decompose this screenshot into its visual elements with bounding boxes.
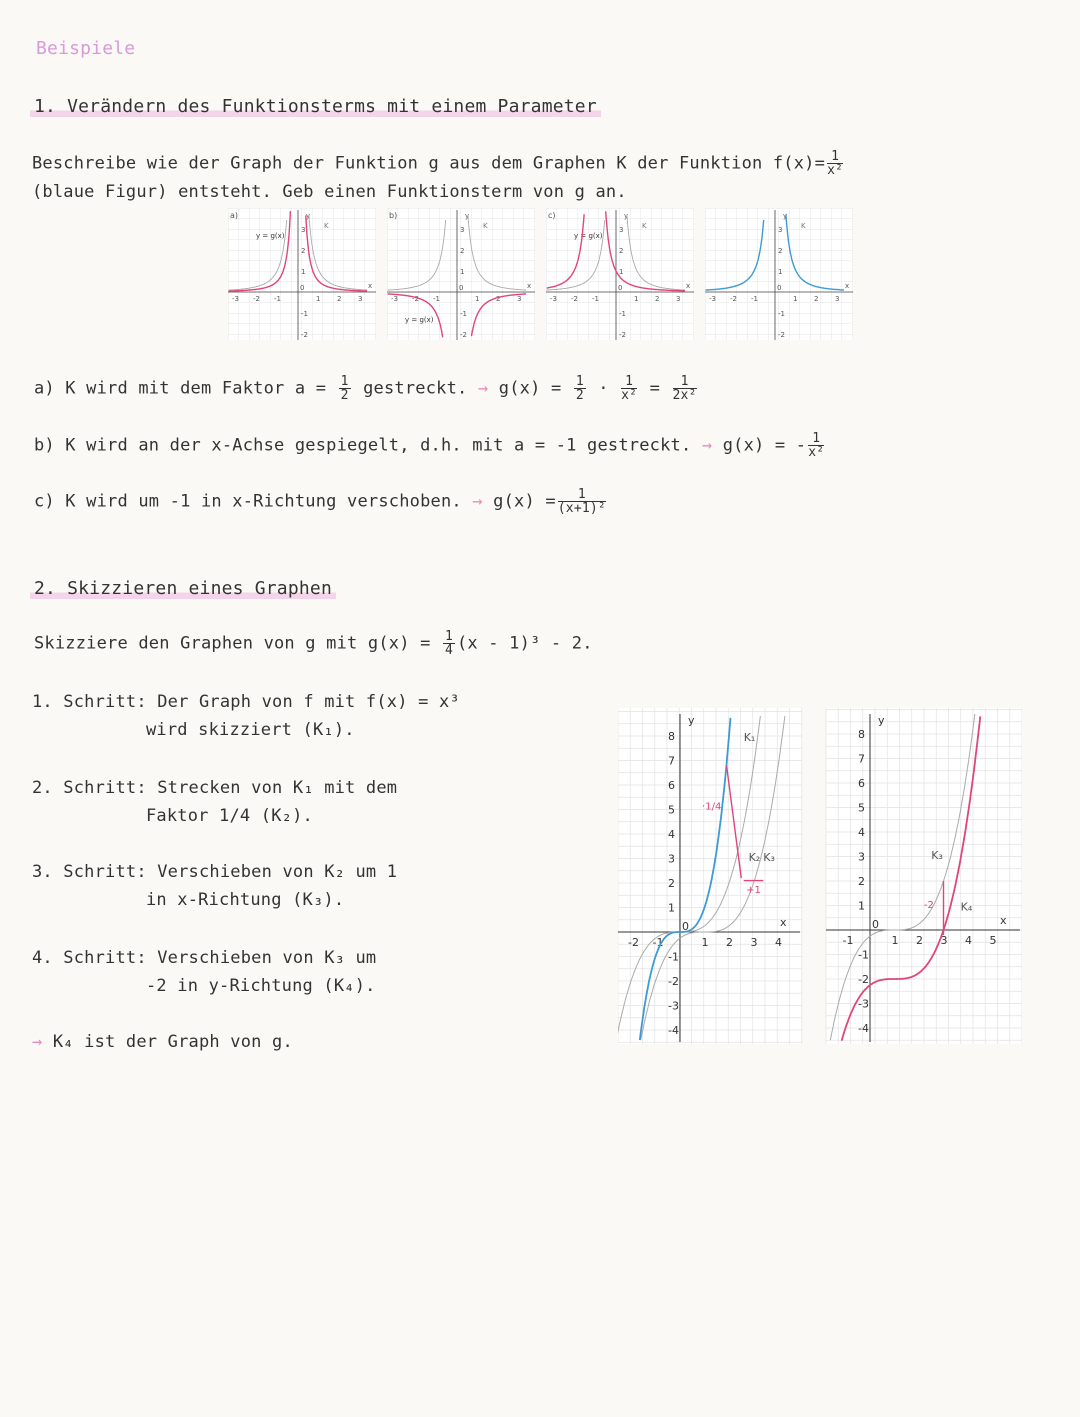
arrow-icon: →: [472, 491, 483, 512]
y-axis-label: y: [688, 714, 695, 727]
y-tick-label: -2: [668, 975, 679, 988]
label-k1: K₁: [743, 730, 756, 744]
answer-c: [34, 488, 608, 515]
y-tick-label: -4: [668, 1024, 679, 1037]
x-tick-label: 3: [750, 936, 758, 949]
y-tick-label: -3: [858, 997, 869, 1011]
origin-label: 0: [682, 920, 689, 933]
curve-label: y = g(x): [405, 316, 434, 324]
answer-a-g: g(x) =: [498, 378, 562, 399]
y-tick-label: 5: [858, 801, 865, 815]
section1-title: [30, 96, 601, 117]
y-tick-label: 3: [858, 850, 865, 864]
a-half: $\frac{1}{2}$: [575, 374, 584, 403]
sketch-graph-left: [618, 708, 802, 1044]
x-tick-label: -1: [592, 295, 599, 303]
label-k3: K₃: [763, 850, 775, 864]
y-axis-label: y: [783, 212, 788, 220]
example-graph-1: [228, 208, 376, 340]
x-tick-label: -2: [628, 936, 639, 949]
answer-c-text: c) K wird um -1 in x-Richtung verschoben.: [34, 491, 462, 512]
x-tick-label: -3: [391, 295, 398, 303]
y-tick-label: 1: [301, 268, 306, 276]
step-2-line-1: Strecken von K₁ mit dem: [157, 778, 398, 798]
step-2-head: 2. Schritt:: [32, 778, 147, 798]
y-tick-label: -3: [668, 999, 679, 1013]
section2-task-prefix: Skizziere den Graphen von g mit g(x) =: [34, 633, 431, 654]
k-label: K: [483, 222, 488, 230]
a-dot: ·: [598, 378, 609, 399]
scale-annotation: ·1/4: [702, 801, 722, 813]
y-tick-label: 3: [668, 852, 675, 866]
origin-label: 0: [300, 284, 305, 292]
y-axis-label: y: [465, 212, 470, 220]
example-graph-4: [705, 208, 853, 340]
step-2-line-2: Faktor 1/4 (K₂).: [146, 806, 313, 826]
y-tick-label: 2: [778, 247, 783, 255]
x-tick-label: -1: [433, 295, 440, 303]
graph-letter: c): [548, 211, 556, 220]
x-tick-label: -1: [842, 934, 854, 947]
step-1-head: 1. Schritt:: [32, 692, 147, 712]
x-tick-label: -1: [274, 295, 281, 303]
x-tick-label: -3: [232, 295, 239, 303]
x-tick-label: -2: [730, 295, 737, 303]
step-1-line-2: wird skizziert (K₁).: [146, 720, 355, 740]
x-tick-label: 1: [316, 295, 321, 303]
y-tick-label: 6: [668, 779, 675, 792]
answer-c-g: g(x) =: [493, 491, 556, 512]
x-tick-label: 2: [726, 936, 733, 949]
f-fraction: $\frac{1}{\text{x²}}$: [827, 149, 844, 178]
c-fraction: $\frac{1}{\text{(x+1)²}}$: [557, 487, 606, 516]
x-tick-label: -2: [412, 295, 419, 303]
arrow-icon: →: [701, 435, 713, 456]
x-tick-label: -3: [709, 295, 716, 303]
arrow-icon: →: [477, 378, 489, 399]
x-tick-label: 1: [891, 934, 899, 947]
x-tick-label: 2: [814, 295, 819, 303]
arrow-icon: →: [32, 1032, 43, 1052]
x-tick-label: 1: [793, 295, 798, 303]
y-tick-label: 1: [619, 268, 624, 276]
origin-label: 0: [459, 284, 464, 292]
label-k2: K₂: [748, 850, 761, 864]
a-factor: $\frac{1}{2}$: [340, 374, 349, 403]
y-tick-label: 3: [301, 226, 306, 234]
origin-label: 0: [618, 284, 623, 292]
x-tick-label: -1: [652, 936, 664, 949]
y-tick-label: 3: [619, 226, 624, 234]
x-tick-label: 4: [965, 934, 972, 947]
y-tick-label: 1: [460, 268, 465, 276]
section1-title-text: 1. Verändern des Funktionsterms mit einem Parameter: [30, 96, 601, 117]
step-4-line-1: Verschieben von K₃ um: [157, 948, 377, 968]
y-tick-label: -1: [858, 948, 869, 962]
x-tick-label: 1: [475, 295, 480, 303]
label-k4: K₄: [960, 900, 973, 914]
answer-a-text: a) K wird mit dem Faktor a =: [34, 378, 327, 399]
step-3: [32, 862, 397, 882]
k-label: K: [324, 222, 329, 230]
y-tick-label: -2: [619, 331, 626, 339]
y-tick-label: -4: [858, 1022, 869, 1035]
y-tick-label: 1: [858, 899, 865, 913]
x-tick-label: 2: [916, 934, 923, 947]
y-tick-label: 1: [778, 268, 783, 276]
x-axis-label: x: [1000, 914, 1007, 927]
answer-b-text: b) K wird an der x-Achse gespiegelt, d.h. mit a = -1 gestreckt.: [34, 435, 692, 456]
conclusion-text: K₄ ist der Graph von g.: [52, 1032, 293, 1052]
x-tick-label: -2: [571, 295, 578, 303]
y-axis-label: y: [306, 212, 311, 220]
y-tick-label: 6: [858, 777, 865, 790]
step-4-head: 4. Schritt:: [32, 948, 147, 968]
x-tick-label: 3: [835, 295, 840, 303]
step-3-head: 3. Schritt:: [32, 862, 147, 882]
x-tick-label: 3: [358, 295, 363, 303]
graph-letter: b): [389, 211, 398, 220]
x-tick-label: 2: [496, 295, 501, 303]
x-tick-label: 3: [517, 295, 522, 303]
origin-label: 0: [872, 918, 879, 931]
y-tick-label: 4: [858, 826, 865, 839]
shift-annotation: +1: [746, 884, 761, 896]
x-tick-label: 2: [337, 295, 342, 303]
y-tick-label: -2: [301, 331, 308, 339]
section2-title-text: 2. Skizzieren eines Graphen: [30, 578, 336, 599]
curve-label: y = g(x): [574, 232, 603, 240]
x-tick-label: 2: [655, 295, 660, 303]
section2-task-suffix: (x - 1)³ - 2.: [457, 633, 593, 654]
x-axis-label: x: [686, 282, 691, 290]
example-graph-3: [546, 208, 694, 340]
y-tick-label: 2: [619, 247, 624, 255]
x-axis-label: x: [527, 282, 532, 290]
y-tick-label: 8: [858, 728, 865, 741]
b-fraction: $\frac{1}{\text{x²}}$: [808, 431, 825, 460]
x-tick-label: 1: [634, 295, 639, 303]
x-tick-label: 5: [989, 934, 997, 947]
x-tick-label: 1: [701, 936, 709, 949]
sketch-graph-right: [826, 708, 1022, 1044]
x-tick-label: 3: [940, 934, 948, 947]
x-axis-label: x: [845, 282, 850, 290]
y-tick-label: 2: [460, 247, 465, 255]
task-line-2: (blaue Figur) entsteht. Geb einen Funktionsterm von g an.: [32, 182, 627, 202]
sketch-graphs: [618, 708, 1022, 1046]
step-1-line-1: Der Graph von f mit f(x) = x³: [157, 692, 460, 712]
y-axis-label: y: [878, 714, 885, 727]
x-tick-label: 3: [676, 295, 681, 303]
x-tick-label: -2: [253, 295, 260, 303]
y-tick-label: 2: [301, 247, 306, 255]
y-tick-label: 7: [858, 752, 865, 766]
graph-letter: a): [230, 211, 239, 220]
example-graphs: [228, 208, 853, 343]
a-eq: =: [649, 378, 661, 399]
step-2: [32, 778, 397, 798]
answer-a: [34, 375, 699, 402]
x-axis-label: x: [780, 916, 787, 929]
task-line-1-text: Beschreibe wie der Graph der Funktion g aus dem Graphen K der Funktion f(x)=: [32, 153, 826, 174]
page-heading: Beispiele: [36, 38, 136, 59]
section2-task: [34, 630, 593, 657]
x-tick-label: -3: [550, 295, 557, 303]
y-tick-label: -2: [778, 331, 785, 339]
x-axis-label: x: [368, 282, 373, 290]
origin-label: 0: [777, 284, 782, 292]
y-tick-label: 4: [668, 828, 675, 841]
y-tick-label: -2: [460, 331, 467, 339]
down-shift-annotation: -2: [923, 899, 934, 911]
step-1: [32, 692, 460, 712]
y-tick-label: -1: [460, 310, 467, 318]
answer-b: [34, 432, 826, 459]
step-4-line-2: -2 in y-Richtung (K₄).: [146, 976, 376, 996]
curve-label: y = g(x): [256, 232, 285, 240]
k-label: K: [801, 222, 806, 230]
label-k3-right: K₃: [931, 848, 943, 862]
conclusion: [32, 1032, 293, 1052]
a-result: $\frac{1}{\text{2x²}}$: [672, 374, 697, 403]
y-tick-label: -1: [301, 310, 308, 318]
x-tick-label: -1: [751, 295, 758, 303]
y-tick-label: 1: [668, 901, 675, 915]
section2-title: [30, 578, 336, 599]
step-3-line-2: in x-Richtung (K₃).: [146, 890, 345, 910]
y-tick-label: -1: [778, 310, 785, 318]
y-tick-label: -2: [858, 973, 869, 986]
y-axis-label: y: [624, 212, 629, 220]
quarter-fraction: $\frac{1}{4}$: [444, 629, 453, 658]
x-tick-label: 4: [775, 936, 782, 949]
y-tick-label: 3: [778, 226, 783, 234]
answer-b-g: g(x) = -: [722, 435, 807, 456]
step-4: [32, 948, 376, 968]
a-inv-x2: $\frac{1}{\text{x²}}$: [621, 374, 638, 403]
y-tick-label: 8: [668, 730, 675, 743]
k-label: K: [642, 222, 647, 230]
y-tick-label: 5: [668, 803, 675, 817]
step-3-line-1: Verschieben von K₂ um 1: [157, 862, 398, 882]
y-tick-label: 7: [668, 754, 675, 768]
task-line-1: [32, 150, 845, 177]
y-tick-label: 3: [460, 226, 465, 234]
y-tick-label: 2: [858, 875, 865, 888]
answer-a-mid: gestreckt.: [363, 378, 468, 399]
y-tick-label: -1: [668, 950, 679, 964]
example-graph-2: [387, 208, 535, 340]
y-tick-label: -1: [619, 310, 626, 318]
y-tick-label: 2: [668, 877, 675, 890]
